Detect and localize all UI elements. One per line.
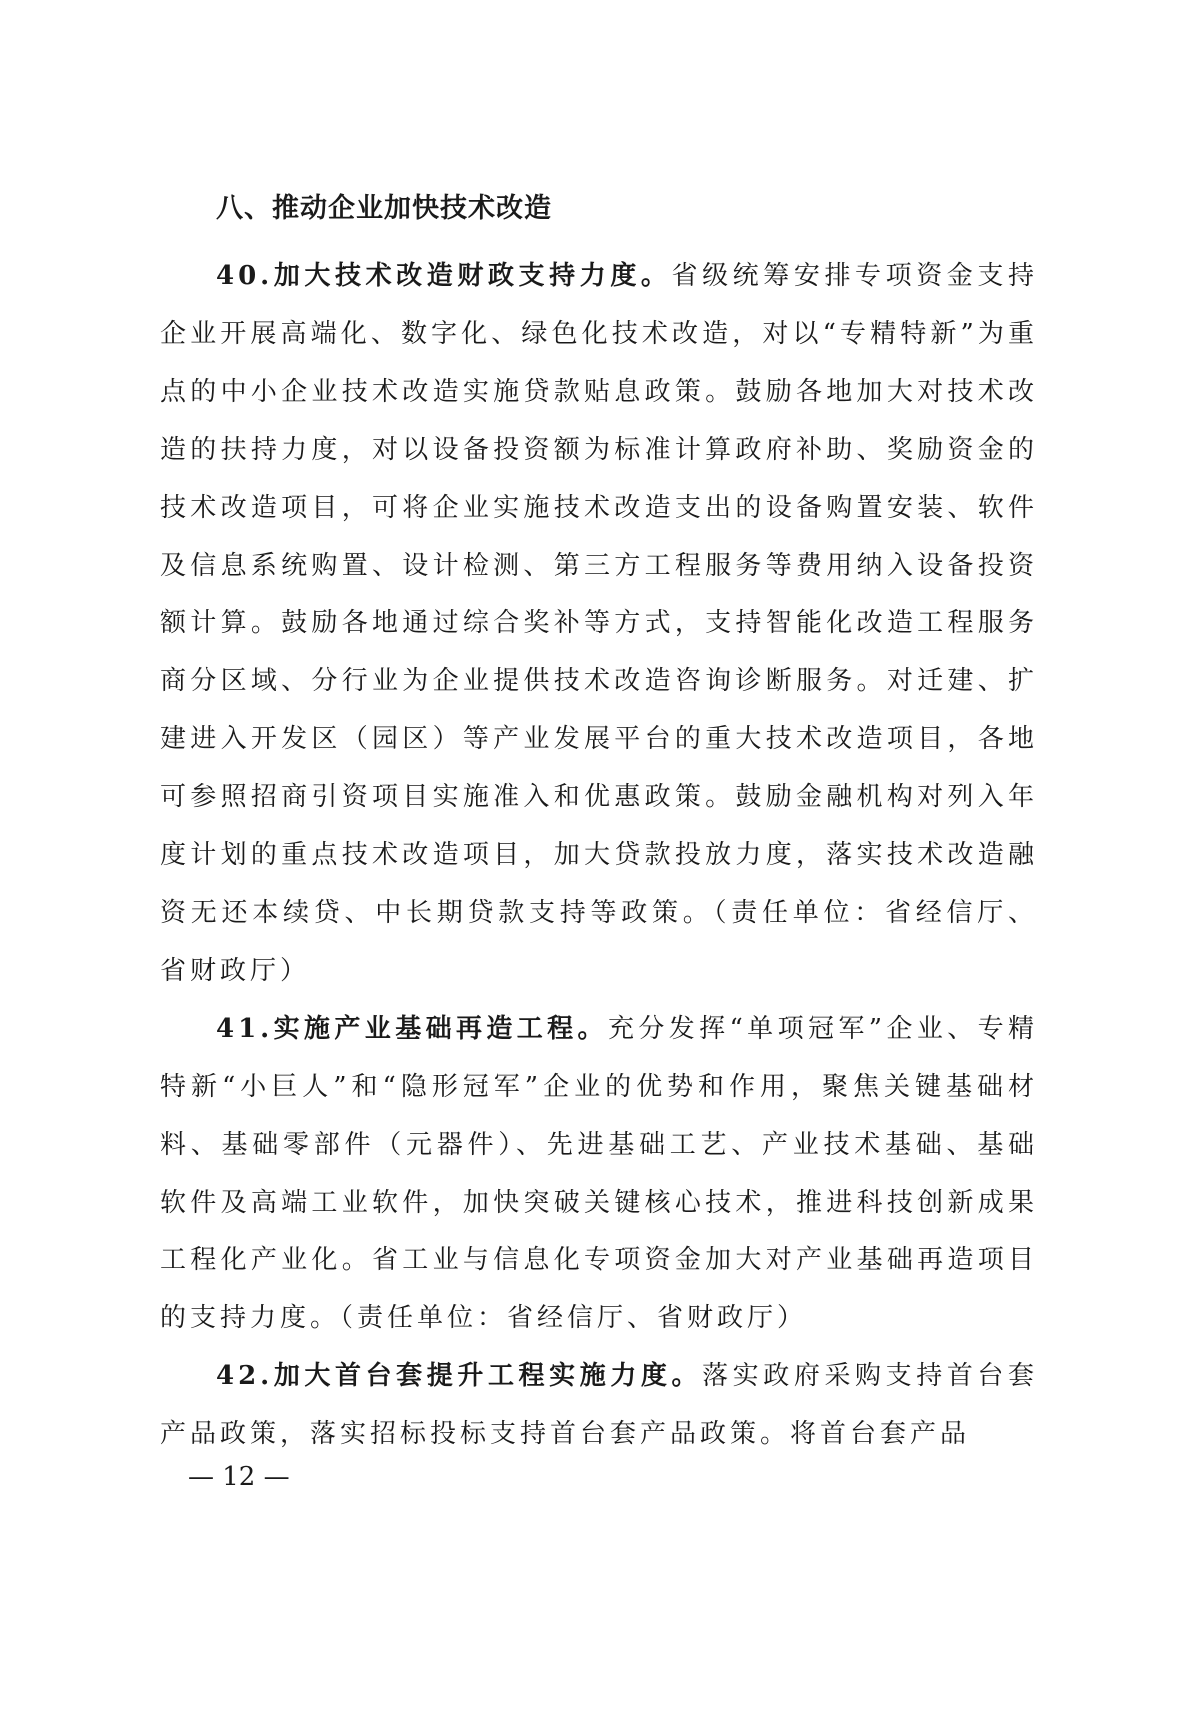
document-body [160, 192, 1038, 1464]
paragraph-item-42 [160, 1348, 1038, 1464]
paragraph-body: 充分发挥“单项冠军”企业、专精特新“小巨人”和“隐形冠军”企业的优势和作用，聚焦关键基础材料、基础零部件（元器件）、先进基础工艺、产业技术基础、基础软件及高端工业软件，加快突破关键核心技术，推进科技创新成果工程化产业化。省工业与信息化专项资金加大对产业基础再造项目的支持力度。（责任单位：省经信厅、省财政厅） [160, 1013, 1038, 1334]
paragraph-lead: 42.加大首台套提升工程实施力度。 [216, 1361, 703, 1392]
page-number: — 12 — [188, 1462, 290, 1492]
paragraph-lead: 40.加大技术改造财政支持力度。 [216, 261, 672, 291]
paragraph-item-40 [160, 248, 1038, 1001]
paragraph-body: 落实政府采购支持首台套产品政策，落实招标投标支持首台套产品政策。将首台套产品 [160, 1361, 1038, 1450]
paragraph-item-41 [160, 1001, 1038, 1348]
paragraph-body: 省级统筹安排专项资金支持企业开展高端化、数字化、绿色化技术改造，对以“专精特新”为重点的中小企业技术改造实施贷款贴息政策。鼓励各地加大对技术改造的扶持力度，对以设备投资额为标准计算政府补助、奖励资金的技术改造项目，可将企业实施技术改造支出的设备购置安装、软件及信息系统购置、设计检测、第三方工程服务等费用纳入设备投资额计算。鼓励各地通过综合奖补等方式，支持智能化改造工程服务商分区域、分行业为企业提供技术改造咨询诊断服务。对迁建、扩建进入开发区（园区）等产业发展平台的重大技术改造项目，各地可参照招商引资项目实施准入和优惠政策。鼓励金融机构对列入年度计划的重点技术改造项目，加大贷款投放力度，落实技术改造融资无还本续贷、中长期贷款支持等政策。（责任单位：省经信厅、省财政厅） [160, 261, 1038, 986]
paragraph-lead: 41.实施产业基础再造工程。 [216, 1013, 608, 1044]
section-heading: 八、推动企业加快技术改造 [216, 193, 552, 224]
